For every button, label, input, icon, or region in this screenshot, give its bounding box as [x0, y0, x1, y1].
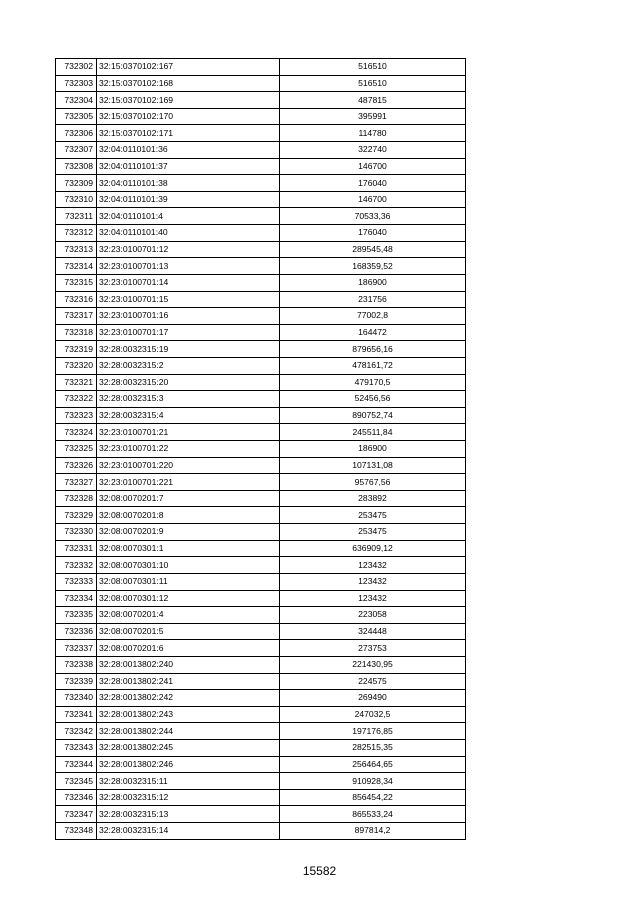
cadastral-number-cell: 32:23:0100701:17	[97, 324, 280, 341]
table-row	[56, 374, 466, 391]
value-cell: 283892	[280, 490, 466, 507]
value-cell: 197176,85	[280, 723, 466, 740]
value-cell: 245511,84	[280, 424, 466, 441]
table-row	[56, 407, 466, 424]
table-row	[56, 623, 466, 640]
page-number: 15582	[302, 864, 337, 878]
cadastral-number-cell: 32:28:0013802:241	[97, 673, 280, 690]
row-id-cell: 732329	[56, 507, 97, 524]
row-id-cell: 732310	[56, 191, 97, 208]
table-row	[56, 739, 466, 756]
table-row	[56, 391, 466, 408]
table-row	[56, 241, 466, 258]
value-cell: 164472	[280, 324, 466, 341]
table-row	[56, 158, 466, 175]
value-cell: 910928,34	[280, 773, 466, 790]
row-id-cell: 732345	[56, 773, 97, 790]
table-row	[56, 125, 466, 142]
cadastral-number-cell: 32:28:0032315:14	[97, 823, 280, 840]
cadastral-number-cell: 32:08:0070201:4	[97, 607, 280, 624]
table-row	[56, 490, 466, 507]
table-row	[56, 341, 466, 358]
cadastral-number-cell: 32:23:0100701:22	[97, 441, 280, 458]
row-id-cell: 732304	[56, 92, 97, 109]
table-row	[56, 540, 466, 557]
row-id-cell: 732307	[56, 142, 97, 159]
cadastral-number-cell: 32:28:0032315:3	[97, 391, 280, 408]
cadastral-number-cell: 32:28:0032315:2	[97, 357, 280, 374]
value-cell: 95767,56	[280, 474, 466, 491]
row-id-cell: 732323	[56, 407, 97, 424]
value-cell: 479170,5	[280, 374, 466, 391]
cadastral-number-cell: 32:28:0013802:246	[97, 756, 280, 773]
cadastral-number-cell: 32:28:0032315:19	[97, 341, 280, 358]
table-row	[56, 507, 466, 524]
row-id-cell: 732347	[56, 806, 97, 823]
row-id-cell: 732343	[56, 739, 97, 756]
value-cell: 865533,24	[280, 806, 466, 823]
value-cell: 77002,8	[280, 308, 466, 325]
row-id-cell: 732328	[56, 490, 97, 507]
table-row	[56, 524, 466, 541]
cadastral-number-cell: 32:08:0070301:12	[97, 590, 280, 607]
cadastral-number-cell: 32:15:0370102:170	[97, 108, 280, 125]
table-row	[56, 673, 466, 690]
row-id-cell: 732340	[56, 690, 97, 707]
value-cell: 186900	[280, 441, 466, 458]
row-id-cell: 732315	[56, 274, 97, 291]
row-id-cell: 732309	[56, 175, 97, 192]
row-id-cell: 732332	[56, 557, 97, 574]
table-row	[56, 441, 466, 458]
table-row	[56, 573, 466, 590]
row-id-cell: 732321	[56, 374, 97, 391]
row-id-cell: 732346	[56, 789, 97, 806]
table-row	[56, 208, 466, 225]
table-row	[56, 723, 466, 740]
table-row	[56, 457, 466, 474]
value-cell: 123432	[280, 590, 466, 607]
cadastral-number-cell: 32:08:0070301:1	[97, 540, 280, 557]
value-cell: 269490	[280, 690, 466, 707]
row-id-cell: 732327	[56, 474, 97, 491]
table-row	[56, 557, 466, 574]
cadastral-number-cell: 32:28:0032315:11	[97, 773, 280, 790]
cadastral-number-cell: 32:08:0070201:6	[97, 640, 280, 657]
table-row	[56, 324, 466, 341]
value-cell: 478161,72	[280, 357, 466, 374]
table-row	[56, 823, 466, 840]
cadastral-number-cell: 32:08:0070201:8	[97, 507, 280, 524]
cadastral-number-cell: 32:08:0070201:9	[97, 524, 280, 541]
cadastral-number-cell: 32:04:0110101:38	[97, 175, 280, 192]
cadastral-number-cell: 32:28:0032315:12	[97, 789, 280, 806]
cadastral-number-cell: 32:23:0100701:220	[97, 457, 280, 474]
row-id-cell: 732306	[56, 125, 97, 142]
row-id-cell: 732314	[56, 258, 97, 275]
value-cell: 897814,2	[280, 823, 466, 840]
value-cell: 114780	[280, 125, 466, 142]
cadastral-number-cell: 32:08:0070301:11	[97, 573, 280, 590]
row-id-cell: 732320	[56, 357, 97, 374]
table-row	[56, 590, 466, 607]
table-row	[56, 640, 466, 657]
row-id-cell: 732302	[56, 59, 97, 76]
table-row	[56, 108, 466, 125]
value-cell: 273753	[280, 640, 466, 657]
cadastral-number-cell: 32:23:0100701:221	[97, 474, 280, 491]
row-id-cell: 732303	[56, 75, 97, 92]
cadastral-number-cell: 32:15:0370102:168	[97, 75, 280, 92]
cadastral-number-cell: 32:23:0100701:14	[97, 274, 280, 291]
value-cell: 487815	[280, 92, 466, 109]
table-row	[56, 357, 466, 374]
value-cell: 123432	[280, 573, 466, 590]
row-id-cell: 732335	[56, 607, 97, 624]
row-id-cell: 732324	[56, 424, 97, 441]
value-cell: 168359,52	[280, 258, 466, 275]
row-id-cell: 732341	[56, 706, 97, 723]
table-row	[56, 258, 466, 275]
cadastral-number-cell: 32:23:0100701:16	[97, 308, 280, 325]
table-row	[56, 706, 466, 723]
value-cell: 253475	[280, 507, 466, 524]
cadastral-number-cell: 32:04:0110101:36	[97, 142, 280, 159]
value-cell: 879656,16	[280, 341, 466, 358]
row-id-cell: 732308	[56, 158, 97, 175]
value-cell: 224575	[280, 673, 466, 690]
cadastral-number-cell: 32:04:0110101:37	[97, 158, 280, 175]
cadastral-number-cell: 32:28:0013802:240	[97, 656, 280, 673]
row-id-cell: 732338	[56, 656, 97, 673]
value-cell: 186900	[280, 274, 466, 291]
row-id-cell: 732311	[56, 208, 97, 225]
table-row	[56, 806, 466, 823]
cadastral-number-cell: 32:23:0100701:21	[97, 424, 280, 441]
cadastral-number-cell: 32:15:0370102:169	[97, 92, 280, 109]
cadastral-number-cell: 32:28:0013802:244	[97, 723, 280, 740]
row-id-cell: 732319	[56, 341, 97, 358]
value-cell: 107131,08	[280, 457, 466, 474]
value-cell: 146700	[280, 158, 466, 175]
cadastral-number-cell: 32:23:0100701:15	[97, 291, 280, 308]
row-id-cell: 732305	[56, 108, 97, 125]
cadastral-number-cell: 32:28:0032315:13	[97, 806, 280, 823]
cadastral-number-cell: 32:04:0110101:40	[97, 225, 280, 242]
row-id-cell: 732348	[56, 823, 97, 840]
cadastral-number-cell: 32:08:0070201:5	[97, 623, 280, 640]
table-row	[56, 789, 466, 806]
table-row	[56, 773, 466, 790]
value-cell: 890752,74	[280, 407, 466, 424]
value-cell: 282515,35	[280, 739, 466, 756]
value-cell: 123432	[280, 557, 466, 574]
row-id-cell: 732322	[56, 391, 97, 408]
table-row	[56, 690, 466, 707]
row-id-cell: 732333	[56, 573, 97, 590]
cadastral-number-cell: 32:28:0032315:20	[97, 374, 280, 391]
value-cell: 223058	[280, 607, 466, 624]
table-row	[56, 474, 466, 491]
table-row	[56, 175, 466, 192]
cadastral-number-cell: 32:23:0100701:12	[97, 241, 280, 258]
table-row	[56, 424, 466, 441]
row-id-cell: 732334	[56, 590, 97, 607]
row-id-cell: 732344	[56, 756, 97, 773]
value-cell: 256464,65	[280, 756, 466, 773]
table-row	[56, 191, 466, 208]
value-cell: 324448	[280, 623, 466, 640]
value-cell: 247032,5	[280, 706, 466, 723]
value-cell: 856454,22	[280, 789, 466, 806]
row-id-cell: 732331	[56, 540, 97, 557]
row-id-cell: 732317	[56, 308, 97, 325]
row-id-cell: 732316	[56, 291, 97, 308]
cadastral-number-cell: 32:04:0110101:39	[97, 191, 280, 208]
value-cell: 253475	[280, 524, 466, 541]
value-cell: 289545,48	[280, 241, 466, 258]
value-cell: 636909,12	[280, 540, 466, 557]
table-row	[56, 59, 466, 76]
cadastral-number-cell: 32:08:0070201:7	[97, 490, 280, 507]
table-row	[56, 656, 466, 673]
row-id-cell: 732330	[56, 524, 97, 541]
cadastral-number-cell: 32:28:0013802:243	[97, 706, 280, 723]
table-row	[56, 308, 466, 325]
value-cell: 146700	[280, 191, 466, 208]
cadastral-number-cell: 32:23:0100701:13	[97, 258, 280, 275]
value-cell: 176040	[280, 225, 466, 242]
table-row	[56, 607, 466, 624]
value-cell: 322740	[280, 142, 466, 159]
table-row	[56, 92, 466, 109]
value-cell: 70533,36	[280, 208, 466, 225]
value-cell: 395991	[280, 108, 466, 125]
cadastral-number-cell: 32:28:0013802:242	[97, 690, 280, 707]
cadastral-number-cell: 32:08:0070301:10	[97, 557, 280, 574]
value-cell: 176040	[280, 175, 466, 192]
table-row	[56, 274, 466, 291]
value-cell: 221430,95	[280, 656, 466, 673]
cadastral-number-cell: 32:15:0370102:171	[97, 125, 280, 142]
cadastral-number-cell: 32:28:0032315:4	[97, 407, 280, 424]
row-id-cell: 732312	[56, 225, 97, 242]
row-id-cell: 732337	[56, 640, 97, 657]
table-row	[56, 225, 466, 242]
table-row	[56, 756, 466, 773]
cadastral-number-cell: 32:04:0110101:4	[97, 208, 280, 225]
cadastral-number-cell: 32:28:0013802:245	[97, 739, 280, 756]
row-id-cell: 732336	[56, 623, 97, 640]
table-body	[56, 59, 466, 840]
row-id-cell: 732326	[56, 457, 97, 474]
row-id-cell: 732339	[56, 673, 97, 690]
table-row	[56, 75, 466, 92]
table-row	[56, 142, 466, 159]
row-id-cell: 732313	[56, 241, 97, 258]
value-cell: 231756	[280, 291, 466, 308]
value-cell: 516510	[280, 59, 466, 76]
value-cell: 516510	[280, 75, 466, 92]
row-id-cell: 732325	[56, 441, 97, 458]
cadastral-number-cell: 32:15:0370102:167	[97, 59, 280, 76]
table-row	[56, 291, 466, 308]
row-id-cell: 732318	[56, 324, 97, 341]
cadastral-value-table	[55, 58, 466, 840]
value-cell: 52456,56	[280, 391, 466, 408]
row-id-cell: 732342	[56, 723, 97, 740]
